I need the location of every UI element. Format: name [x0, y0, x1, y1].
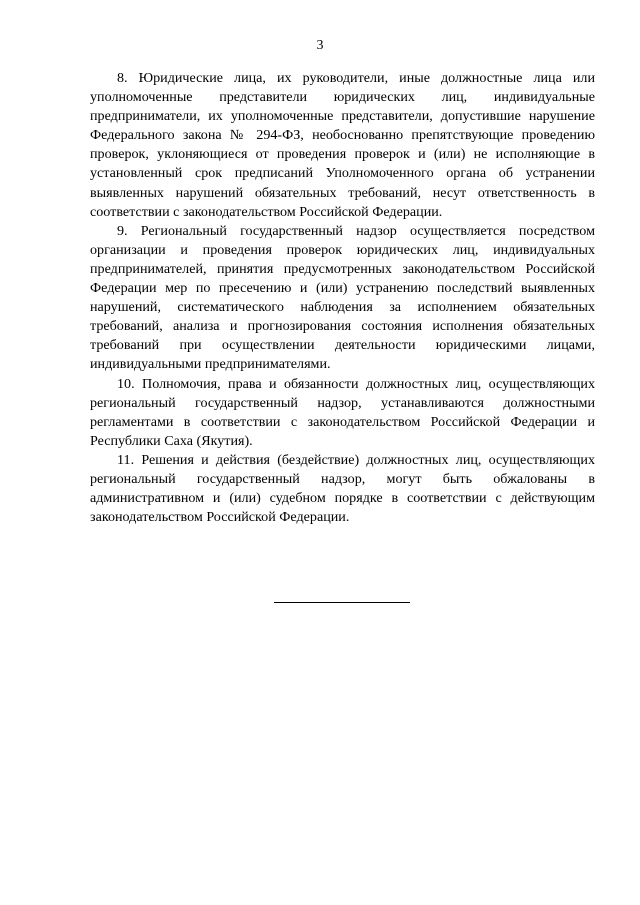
end-divider-line: [274, 602, 410, 603]
page-number: 3: [316, 38, 324, 53]
paragraph-number: 11.: [117, 451, 135, 468]
paragraph-9: [90, 222, 595, 375]
paragraph-number: 10.: [117, 375, 135, 392]
document-body: [90, 69, 595, 527]
paragraph-8: [90, 69, 595, 222]
paragraph-text: Решения и действия (бездействие) должностных лиц, осуществляющих региональный государственный надзор, могут быть обжалованы в административном и (или) судебном порядке в соответствии с действующим законодательством Российской Федерации.: [90, 451, 595, 526]
paragraph-10: [90, 375, 595, 451]
paragraph-text: Полномочия, права и обязанности должностных лиц, осуществляющих региональный государственный надзор, устанавливаются должностными регламентами в соответствии с законодательством Российской Федерации и Республики Саха (Якутия).: [90, 375, 595, 449]
paragraph-text: Региональный государственный надзор осуществляется посредством организации и проведения проверок юридических лиц, индивидуальных предпринимателей, принятия предусмотренных законодательством Российской Федерации мер по пресечению и (или) устранению последствий выявленных нарушений, систематического наблюдения за исполнением обязательных требований, анализа и прогнозирования состояния исполнения обязательных требований при осуществлении деятельности юридическими лицами, индивидуальными предпринимателями.: [90, 222, 595, 373]
paragraph-11: [90, 451, 595, 527]
paragraph-number: 9.: [117, 222, 128, 239]
paragraph-number: 8.: [117, 70, 128, 86]
paragraph-text: Юридические лица, их руководители, иные должностные лица или уполномоченные представители юридических лиц, индивидуальные предприниматели, их уполномоченные представители, допустившие нарушение Федерального закона № 294-ФЗ, необоснованно препятствующие проведению проверок, уклоняющиеся от проведения проверок и (или) не исполняющие в установленный срок предписаний Уполномоченного органа об устранении выявленных нарушений обязательных требований, несут ответственность в соответствии с законодательством Российской Федерации.: [90, 70, 595, 220]
